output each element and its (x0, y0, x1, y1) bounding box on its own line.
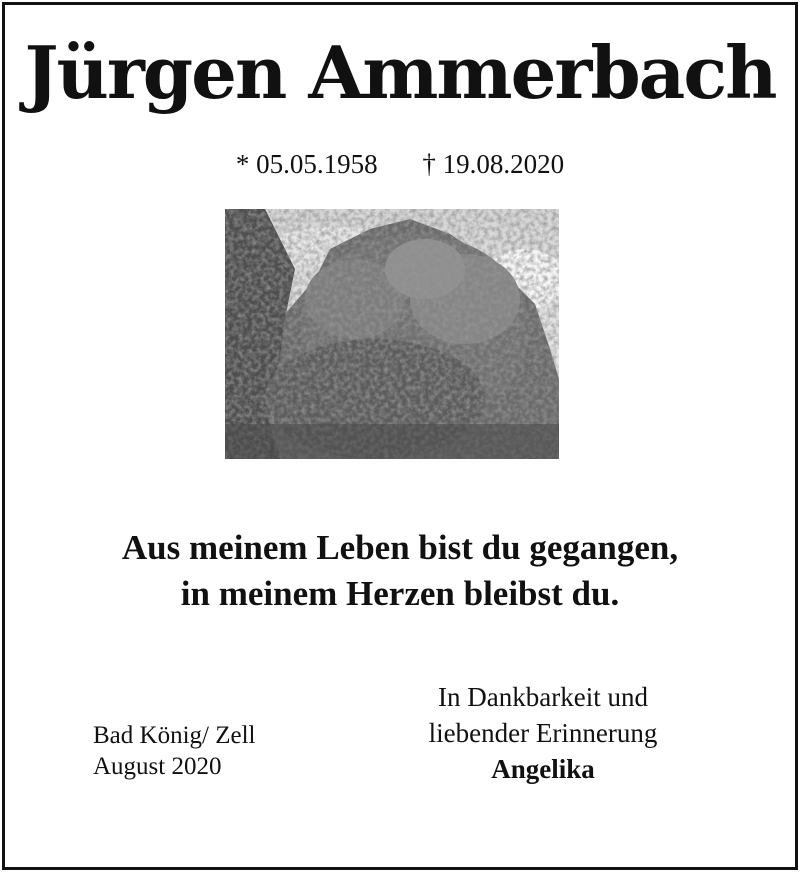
thanks-line: In Dankbarkeit und (438, 682, 648, 712)
obituary-notice (2, 2, 798, 870)
memorial-quote (5, 525, 795, 617)
place-and-date (93, 720, 255, 782)
place-text: Bad König/ Zell (93, 722, 256, 749)
death-date: † 19.08.2020 (422, 149, 565, 179)
life-dates (5, 148, 795, 180)
tree-photo-image (225, 209, 559, 459)
month-text: August 2020 (93, 753, 222, 780)
signer-name: Angelika (491, 754, 595, 784)
quote-line: in meinem Herzen bleibst du. (180, 574, 620, 613)
signature-block (393, 679, 693, 787)
tree-photo (225, 209, 559, 459)
birth-date: * 05.05.1958 (235, 149, 378, 179)
deceased-name: Jürgen Ammerbach (24, 30, 776, 115)
thanks-line: liebender Erinnerung (428, 718, 658, 748)
quote-line: Aus meinem Leben bist du gegangen, (121, 528, 679, 567)
